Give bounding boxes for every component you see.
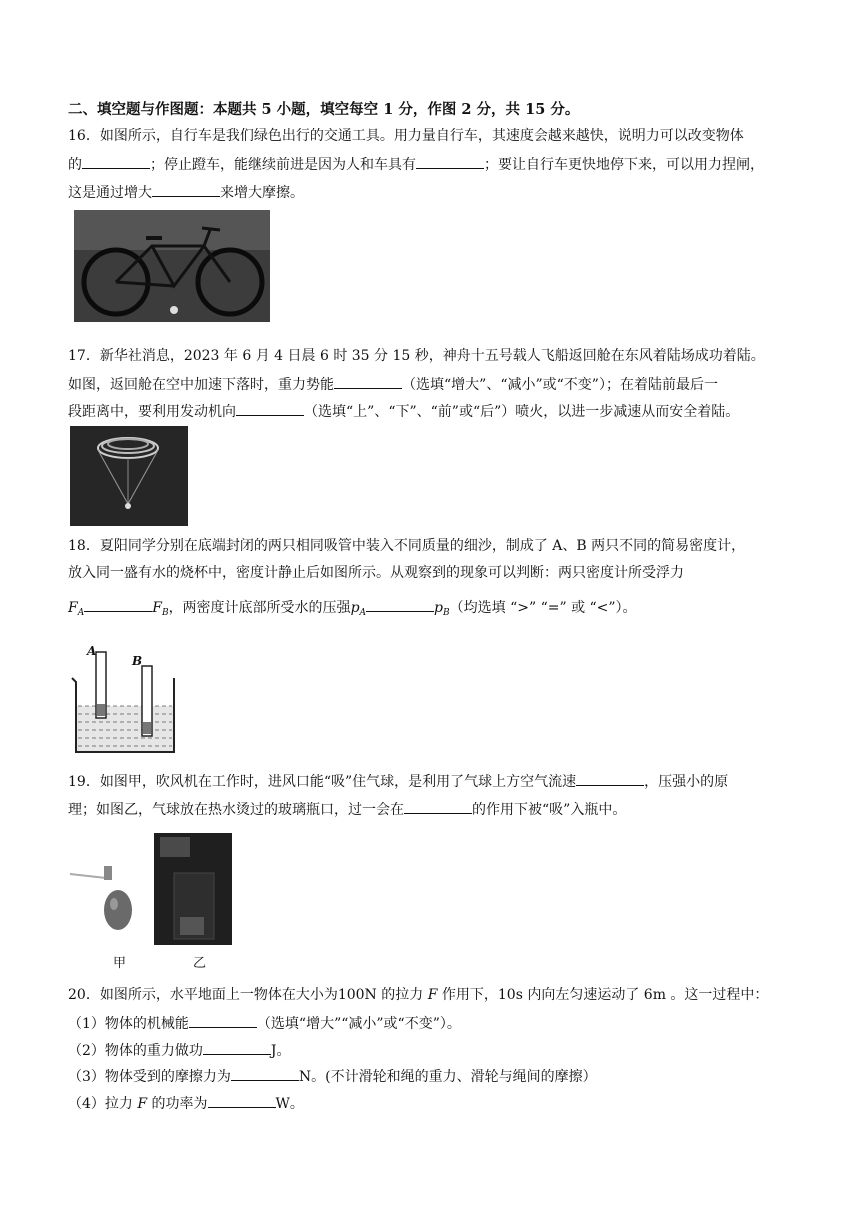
- beaker-figure: [66, 642, 182, 758]
- q17-line-1: 17．新华社消息，2023 年 6 月 4 日晨 6 时 35 分 15 秒，神舟十五号载人飞船返回舱在东风着陆场成功着陆。: [68, 348, 765, 364]
- parachute-icon: [70, 426, 188, 526]
- label-b: B: [132, 654, 143, 668]
- answer-blank[interactable]: [334, 374, 402, 389]
- answer-blank[interactable]: [84, 597, 152, 612]
- q20-sub-2: [68, 1040, 291, 1061]
- q20-text: 。这一过程中：: [665, 987, 769, 1003]
- q16-line-3: [68, 182, 304, 203]
- q16-text: ；停止蹬车，能继续前进是因为人和车具有: [150, 157, 416, 173]
- q20-sub-4: [68, 1093, 304, 1114]
- bicycle-figure: [74, 210, 270, 322]
- subscript: A: [77, 608, 85, 618]
- label-a: A: [87, 644, 97, 658]
- balloon-icon: [70, 838, 146, 946]
- pressure-symbol: p: [434, 600, 443, 616]
- q20-text: （3）物体受到的摩擦力为: [68, 1069, 231, 1085]
- q20-text: （1）物体的机械能: [68, 1016, 189, 1032]
- answer-blank[interactable]: [366, 597, 434, 612]
- q18-line-3: [68, 597, 637, 623]
- q20-text: （2）物体的重力做功: [68, 1043, 203, 1059]
- section-title: 二、填空题与作图题：本题共 5 小题，填空每空 1 分，作图 2 分，共 15 分。: [68, 101, 580, 118]
- q17-text: 段距离中，要利用发动机向: [68, 404, 236, 420]
- q20-text: 20．如图所示，水平地面上一物体在大小为: [68, 987, 338, 1003]
- answer-blank[interactable]: [208, 1093, 276, 1108]
- q17-line-3: [68, 401, 739, 422]
- q20-sub-3: [68, 1066, 597, 1087]
- q16-line-1: 16．如图所示，自行车是我们绿色出行的交通工具。用力量自行车，其速度会越来越快，说明力可以改变物体: [68, 128, 744, 144]
- q16-text: 来增大摩擦。: [220, 185, 304, 201]
- q20-text: N。(不计滑轮和绳的重力、滑轮与绳间的摩擦）: [298, 1069, 597, 1085]
- force-symbol: F: [68, 600, 78, 616]
- answer-blank[interactable]: [203, 1040, 271, 1055]
- q19-line-2: [68, 799, 626, 820]
- force-symbol: F: [152, 600, 162, 616]
- force-value: 100N: [337, 987, 377, 1003]
- q17-text: （选填“上”、“下”、“前”或“后”）喷火，以进一步减速从而安全着陆。: [304, 404, 740, 420]
- q20-line-1: [68, 985, 768, 1005]
- q20-text: 的拉力: [376, 987, 428, 1003]
- q18-text: （均选填 “>” “=” 或 “<”）。: [449, 600, 637, 616]
- answer-blank[interactable]: [416, 154, 484, 169]
- answer-blank[interactable]: [576, 771, 644, 786]
- q16-text: 这是通过增大: [68, 185, 152, 201]
- bottle-icon: [154, 833, 232, 945]
- answer-blank[interactable]: [404, 799, 472, 814]
- subscript: A: [359, 608, 367, 618]
- answer-blank[interactable]: [152, 182, 220, 197]
- beaker-icon: [66, 642, 182, 758]
- answer-blank[interactable]: [82, 154, 150, 169]
- q19-text: 19．如图甲，吹风机在工作时，进风口能“吸”住气球，是利用了气球上方空气流速: [68, 774, 577, 790]
- q18-line-2: 放入同一盛有水的烧杯中，密度计静止后如图所示。从观察到的现象可以判断：两只密度计所受浮力: [68, 565, 684, 581]
- force-symbol: F: [137, 1096, 148, 1112]
- bicycle-icon: [74, 210, 270, 322]
- q16-line-2: [68, 154, 764, 175]
- answer-blank[interactable]: [189, 1013, 257, 1028]
- q19-line-1: [68, 771, 728, 792]
- answer-blank[interactable]: [231, 1066, 299, 1081]
- q20-text: W。: [275, 1096, 304, 1112]
- q16-text: 的: [68, 157, 82, 173]
- q20-text: 作用下，10s 内向左匀速运动了: [437, 987, 644, 1003]
- q18-line-1: 18．夏阳同学分别在底端封闭的两只相同吸管中装入不同质量的细沙，制成了 A、B 两只不同的简易密度计，: [68, 538, 746, 554]
- subscript: B: [161, 608, 169, 618]
- q20-text: 的功率为: [147, 1096, 208, 1112]
- subscript: B: [443, 608, 450, 618]
- q19-text: ，压强小的原: [644, 774, 729, 790]
- bottle-balloon-figure: [154, 833, 232, 945]
- q17-text: 如图，返回舱在空中加速下落时，重力势能: [68, 377, 334, 393]
- caption-yi: 乙: [193, 956, 207, 971]
- q20-text: J。: [270, 1043, 291, 1059]
- q19-text: 理；如图乙，气球放在热水烫过的玻璃瓶口，过一会在: [68, 802, 404, 818]
- q17-line-2: [68, 374, 718, 395]
- q20-text: （4）拉力: [68, 1096, 138, 1112]
- capsule-figure: [70, 426, 188, 526]
- answer-blank[interactable]: [236, 401, 304, 416]
- q19-text: 的作用下被“吸”入瓶中。: [472, 802, 627, 818]
- q18-text: ，两密度计底部所受水的压强: [168, 600, 351, 616]
- caption-jia: 甲: [113, 956, 127, 971]
- hairdryer-balloon-figure: [70, 838, 146, 946]
- distance-value: 6m: [643, 987, 666, 1003]
- pressure-symbol: p: [350, 600, 360, 616]
- q20-sub-1: [68, 1013, 461, 1034]
- force-symbol: F: [427, 987, 438, 1003]
- q17-text: （选填“增大”、“减小”或“不变”）；在着陆前最后一: [402, 377, 718, 393]
- q16-text: ；要让自行车更快地停下来，可以用力捏闸，: [484, 157, 764, 173]
- q20-text: （选填“增大”“减小”或“不变”）。: [256, 1016, 461, 1032]
